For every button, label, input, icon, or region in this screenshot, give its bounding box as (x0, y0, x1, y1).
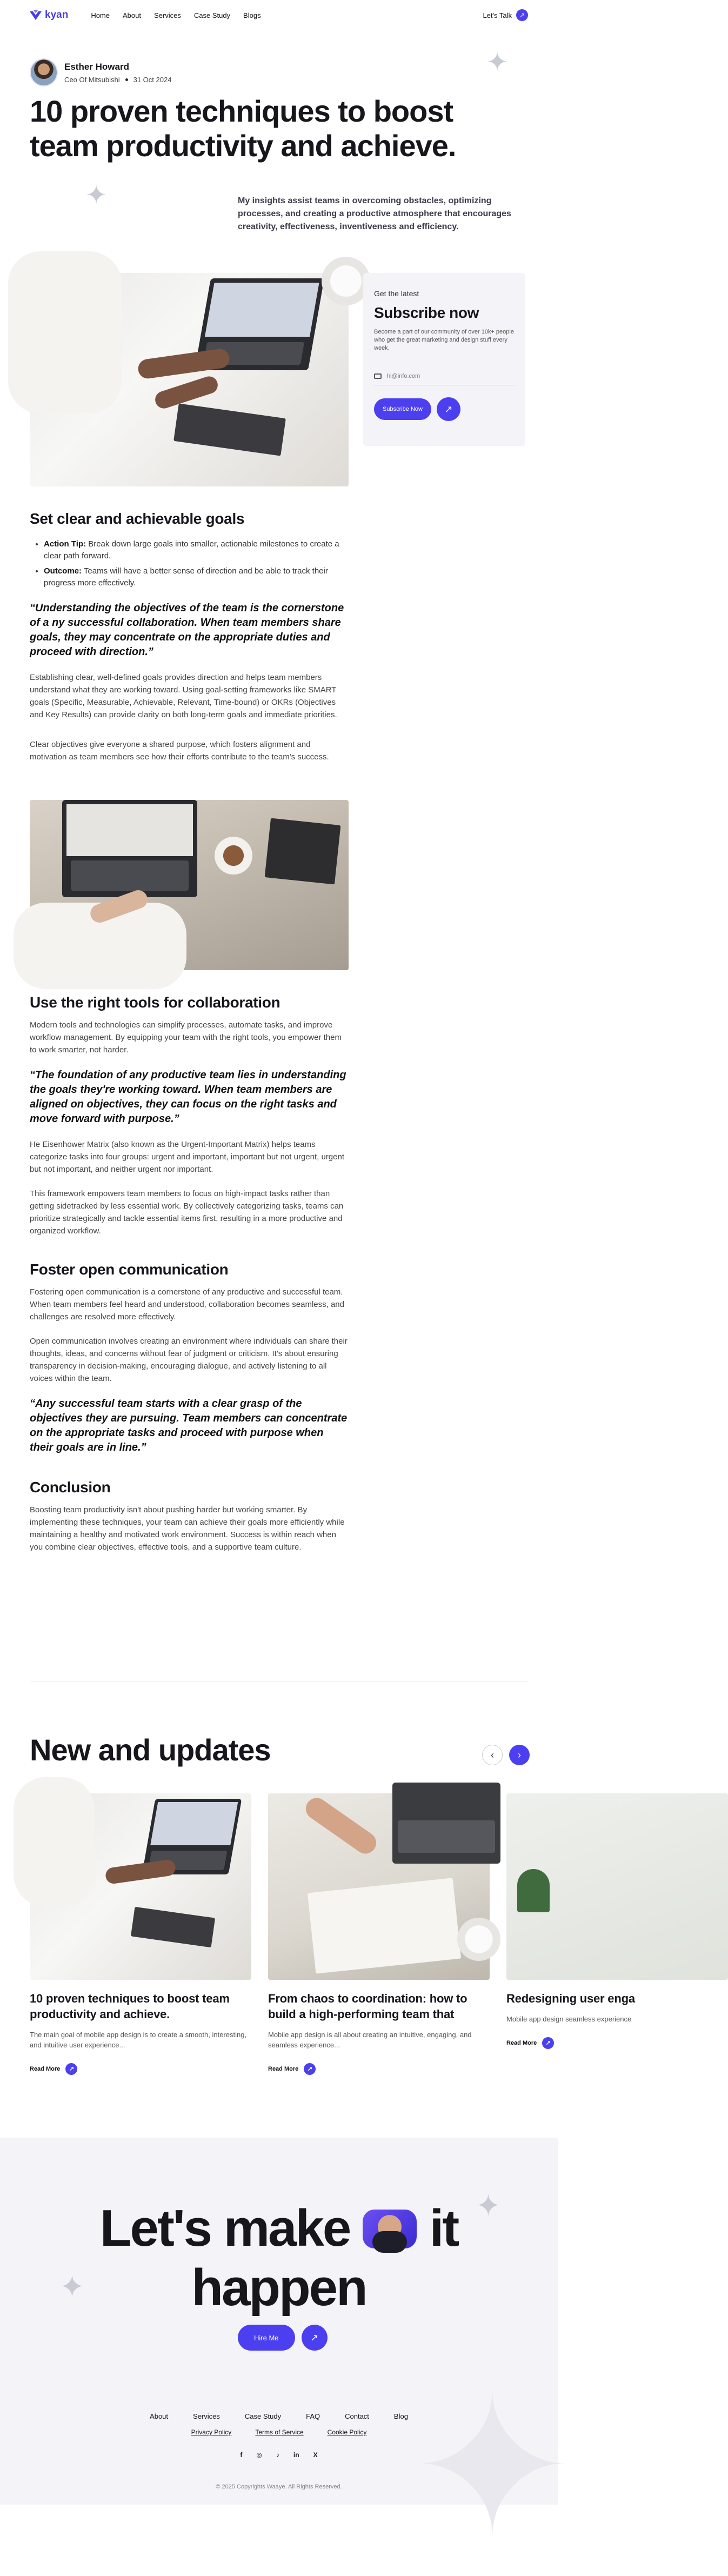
x-icon[interactable]: X (313, 2451, 318, 2459)
read-more-link[interactable] (268, 2063, 490, 2075)
paragraph: Boosting team productivity isn't about pushing harder but working smarter. By implementing these techniques, your team can achieve their goals more efficiently while maintaining a healthy and motivated work environment. Success is within reach when you combine clear objectives, effective tools, and a supportive team culture. (30, 1505, 345, 1552)
news-card-desc: Mobile app design is all about creating an intuitive, engaging, and seamless experience... (268, 2031, 472, 2049)
pull-quote: “Any successful team starts with a clear grasp of the objectives they are pursuing. Team members can concentrate on the appropriate tasks and proceed with purpose when their goals are in line.” (30, 1398, 348, 1453)
footer-link-contact[interactable]: Contact (345, 2412, 369, 2420)
bullet-label: Outcome: (44, 566, 82, 576)
news-card-title[interactable]: 10 proven techniques to boost team productivity and achieve. (30, 1992, 230, 2021)
carousel-controls (482, 1745, 530, 1765)
privacy-policy-link[interactable]: Privacy Policy (191, 2428, 232, 2436)
article-image-laptop-hands (30, 273, 349, 486)
brand-name: kyan (45, 9, 69, 21)
author-block (30, 58, 171, 86)
read-more-label: Read More (30, 2066, 61, 2072)
section-title: Set clear and achievable goals (30, 510, 245, 527)
footer-link-services[interactable]: Services (193, 2412, 220, 2420)
cookie-policy-link[interactable]: Cookie Policy (327, 2428, 367, 2436)
author-avatar (30, 58, 58, 86)
subscribe-card (363, 273, 525, 446)
social-links (0, 2451, 558, 2459)
notebook-shape (131, 1907, 215, 1947)
paragraph: He Eisenhower Matrix (also known as the Urgent-Important Matrix) helps teams categorize tasks into four groups: urgent and important, important but not urgent, urgent but not important, and neither urgent nor important. (30, 1140, 345, 1174)
news-card[interactable] (506, 1793, 728, 2049)
article-intro: My insights assist teams in overcoming obstacles, optimizing processes, and creating a productive atmosphere that encourages creativity, effectiveness, inventiveness and efficiency. (238, 196, 511, 231)
news-card-title[interactable]: Redesigning user enga (506, 1992, 635, 2005)
article-image-laptop-coffee (30, 800, 349, 970)
arrow-up-right-icon: ↗ (65, 2063, 77, 2075)
subscribe-title: Subscribe now (374, 304, 479, 321)
publish-date: 31 Oct 2024 (133, 75, 172, 84)
author-role: Ceo Of Mitsubishi (64, 75, 120, 84)
subscribe-actions (374, 397, 515, 421)
cta-inline-image (363, 2210, 417, 2248)
nav-link-home[interactable]: Home (91, 11, 110, 19)
instagram-icon[interactable]: ◎ (256, 2451, 262, 2459)
terms-of-service-link[interactable]: Terms of Service (255, 2428, 304, 2436)
lets-talk-label: Let's Talk (483, 11, 512, 19)
arm-shape (105, 1859, 177, 1885)
news-carousel (30, 1793, 635, 2091)
read-more-link[interactable] (30, 2063, 251, 2075)
arrow-up-right-icon: ↗ (304, 2063, 316, 2075)
paragraph: Fostering open communication is a cornerstone of any productive and successful team. When team members feel heard and understood, collaboration becomes seamless, and challenges are resolved more effectively. (30, 1287, 344, 1322)
cta-headline-line2: happen (191, 2259, 366, 2317)
arrow-up-right-icon: ↗ (542, 2037, 554, 2049)
bullet-text: Break down large goals into smaller, actionable milestones to create a clear path forward. (44, 539, 339, 560)
news-card-desc: Mobile app design seamless experience (506, 2015, 632, 2023)
arrow-up-right-icon[interactable]: ↗ (437, 397, 460, 421)
author-meta (64, 76, 171, 84)
paragraph: Clear objectives give everyone a shared purpose, which fosters alignment and motivation as team members see how their efforts contribute to the team's success. (30, 740, 329, 762)
nav-links (91, 11, 261, 19)
sparkle-icon: ✦ (486, 48, 509, 77)
footer-link-blog[interactable]: Blog (393, 2412, 408, 2420)
tablet-shape (265, 818, 341, 885)
nav-link-blogs[interactable]: Blogs (243, 11, 261, 19)
subscribe-description: Become a part of our community of over 10k+ people who get the great marketing and design stuff every week. (374, 329, 514, 351)
section-title: Conclusion (30, 1479, 111, 1496)
bullet-label: Action Tip: (44, 539, 86, 549)
chevron-right-icon[interactable]: › (509, 1745, 530, 1765)
sleeve-shape (8, 251, 122, 413)
sparkle-icon: ✦ (85, 181, 108, 210)
subscribe-eyebrow: Get the latest (374, 289, 419, 298)
subscribe-button[interactable]: Subscribe Now (374, 398, 431, 420)
news-card-image (268, 1793, 490, 1980)
cta-headline-part: it (429, 2199, 458, 2257)
read-more-link[interactable] (506, 2037, 728, 2049)
plant-shape (517, 1869, 550, 1912)
top-nav (0, 0, 558, 30)
pull-quote: “Understanding the objectives of the team is the cornerstone of a ny successful collaboration. When team members share goals, they may concentrate on the appropriate duties and proceed with direction.” (30, 602, 344, 658)
sparkle-icon: ✦ (476, 2188, 501, 2223)
paragraph: This framework empowers team members to focus on high-impact tasks rather than getting sidetracked by less essential work. By collectively categorizing tasks, teams can prioritize strategically and tackle essential items first, resulting in a more productive and organized workflow. (30, 1189, 344, 1236)
read-more-label: Read More (506, 2040, 537, 2046)
facebook-icon[interactable]: f (240, 2451, 243, 2459)
tips-list (30, 538, 349, 589)
notebook-shape (173, 403, 286, 456)
nav-link-case-study[interactable]: Case Study (193, 11, 231, 19)
news-card[interactable] (30, 1793, 251, 2075)
author-name: Esther Howard (64, 61, 129, 72)
news-title: New and updates (30, 1733, 271, 1767)
arrow-up-right-icon[interactable]: ↗ (302, 2325, 328, 2351)
cta-footer (0, 2138, 574, 2576)
section-title: Use the right tools for collaboration (30, 994, 280, 1011)
hire-me-button[interactable]: Hire Me (238, 2325, 295, 2351)
read-more-label: Read More (268, 2066, 299, 2072)
brand-logo[interactable] (30, 9, 68, 21)
copyright-text: © 2025 Copyrights Waaye. All Rights Reserved. (216, 2484, 342, 2490)
paragraph: Open communication involves creating an environment where individuals can share their thoughts, ideas, and concerns without fear of judgment or criticism. It's about ensuring transparency in decision-making, encouraging dialogue, and actively listening to all voices within the team. (30, 1337, 348, 1383)
star-decoration-icon: ✦ (411, 2359, 574, 2576)
chevron-left-icon[interactable]: ‹ (482, 1745, 503, 1765)
nav-link-about[interactable]: About (123, 11, 141, 19)
news-card-image (30, 1793, 251, 1980)
news-card-image (506, 1793, 728, 1980)
cta-headline-line1 (0, 2199, 558, 2258)
news-card-desc: The main goal of mobile app design is to create a smooth, interesting, and intuitive user experience... (30, 2031, 247, 2049)
laptop-shape (392, 1783, 500, 1864)
logo-icon (30, 10, 42, 20)
footer-link-case-study[interactable]: Case Study (244, 2412, 282, 2420)
cta-headline-part: Let's make (99, 2199, 350, 2257)
hand-shape (302, 1794, 380, 1858)
news-card[interactable] (268, 1793, 490, 2075)
cup-shape (457, 1918, 500, 1961)
news-card-title[interactable]: From chaos to coordination: how to build a high-performing team that (268, 1992, 467, 2021)
article-title: 10 proven techniques to boost team productivity and achieve. (30, 94, 456, 163)
sleeve-shape (14, 1777, 95, 1907)
lets-talk-button[interactable] (483, 9, 528, 21)
email-field-wrapper (374, 373, 515, 385)
footer-legal (0, 2428, 558, 2436)
tiktok-icon[interactable]: ♪ (276, 2451, 279, 2459)
email-input[interactable] (387, 373, 506, 379)
sparkle-icon: ✦ (59, 2270, 85, 2304)
list-item (44, 565, 349, 589)
paragraph: Establishing clear, well-defined goals provides direction and helps team members understand what they are working toward. Using goal-setting frameworks like SMART goals (Specific, Measurable, Achievable, Relevant, Time-bound) or OKRs (Objectives and Key Results) can provide clarity on both long-term goals and immediate priorities. (30, 673, 337, 719)
arrow-up-right-icon: ↗ (516, 9, 528, 21)
footer-link-faq[interactable]: FAQ (306, 2412, 320, 2420)
laptop-shape (62, 800, 197, 897)
nav-link-services[interactable]: Services (153, 11, 181, 19)
cta-actions (238, 2325, 328, 2351)
open-book-shape (308, 1878, 461, 1973)
footer-link-about[interactable]: About (150, 2412, 169, 2420)
list-item (44, 538, 349, 562)
article-hero (0, 30, 558, 257)
cup-shape (215, 837, 252, 875)
article-body (30, 273, 349, 1553)
linkedin-icon[interactable]: in (293, 2451, 299, 2459)
arm-shape (137, 348, 230, 379)
mail-icon (374, 373, 382, 379)
footer-nav (0, 2412, 558, 2420)
bullet-text: Teams will have a better sense of direction and be able to track their progress more effectively. (44, 566, 328, 588)
pull-quote: “The foundation of any productive team lies in understanding the goals they're working toward. When team members are aligned on objectives, they can focus on the right tasks and move forward with purpose.” (30, 1069, 346, 1125)
paragraph: Modern tools and technologies can simplify processes, automate tasks, and improve workflow management. By equipping your team with the right tools, you empower them to work smarter, not harder. (30, 1020, 342, 1055)
separator-dot (125, 78, 128, 81)
section-title: Foster open communication (30, 1261, 229, 1278)
